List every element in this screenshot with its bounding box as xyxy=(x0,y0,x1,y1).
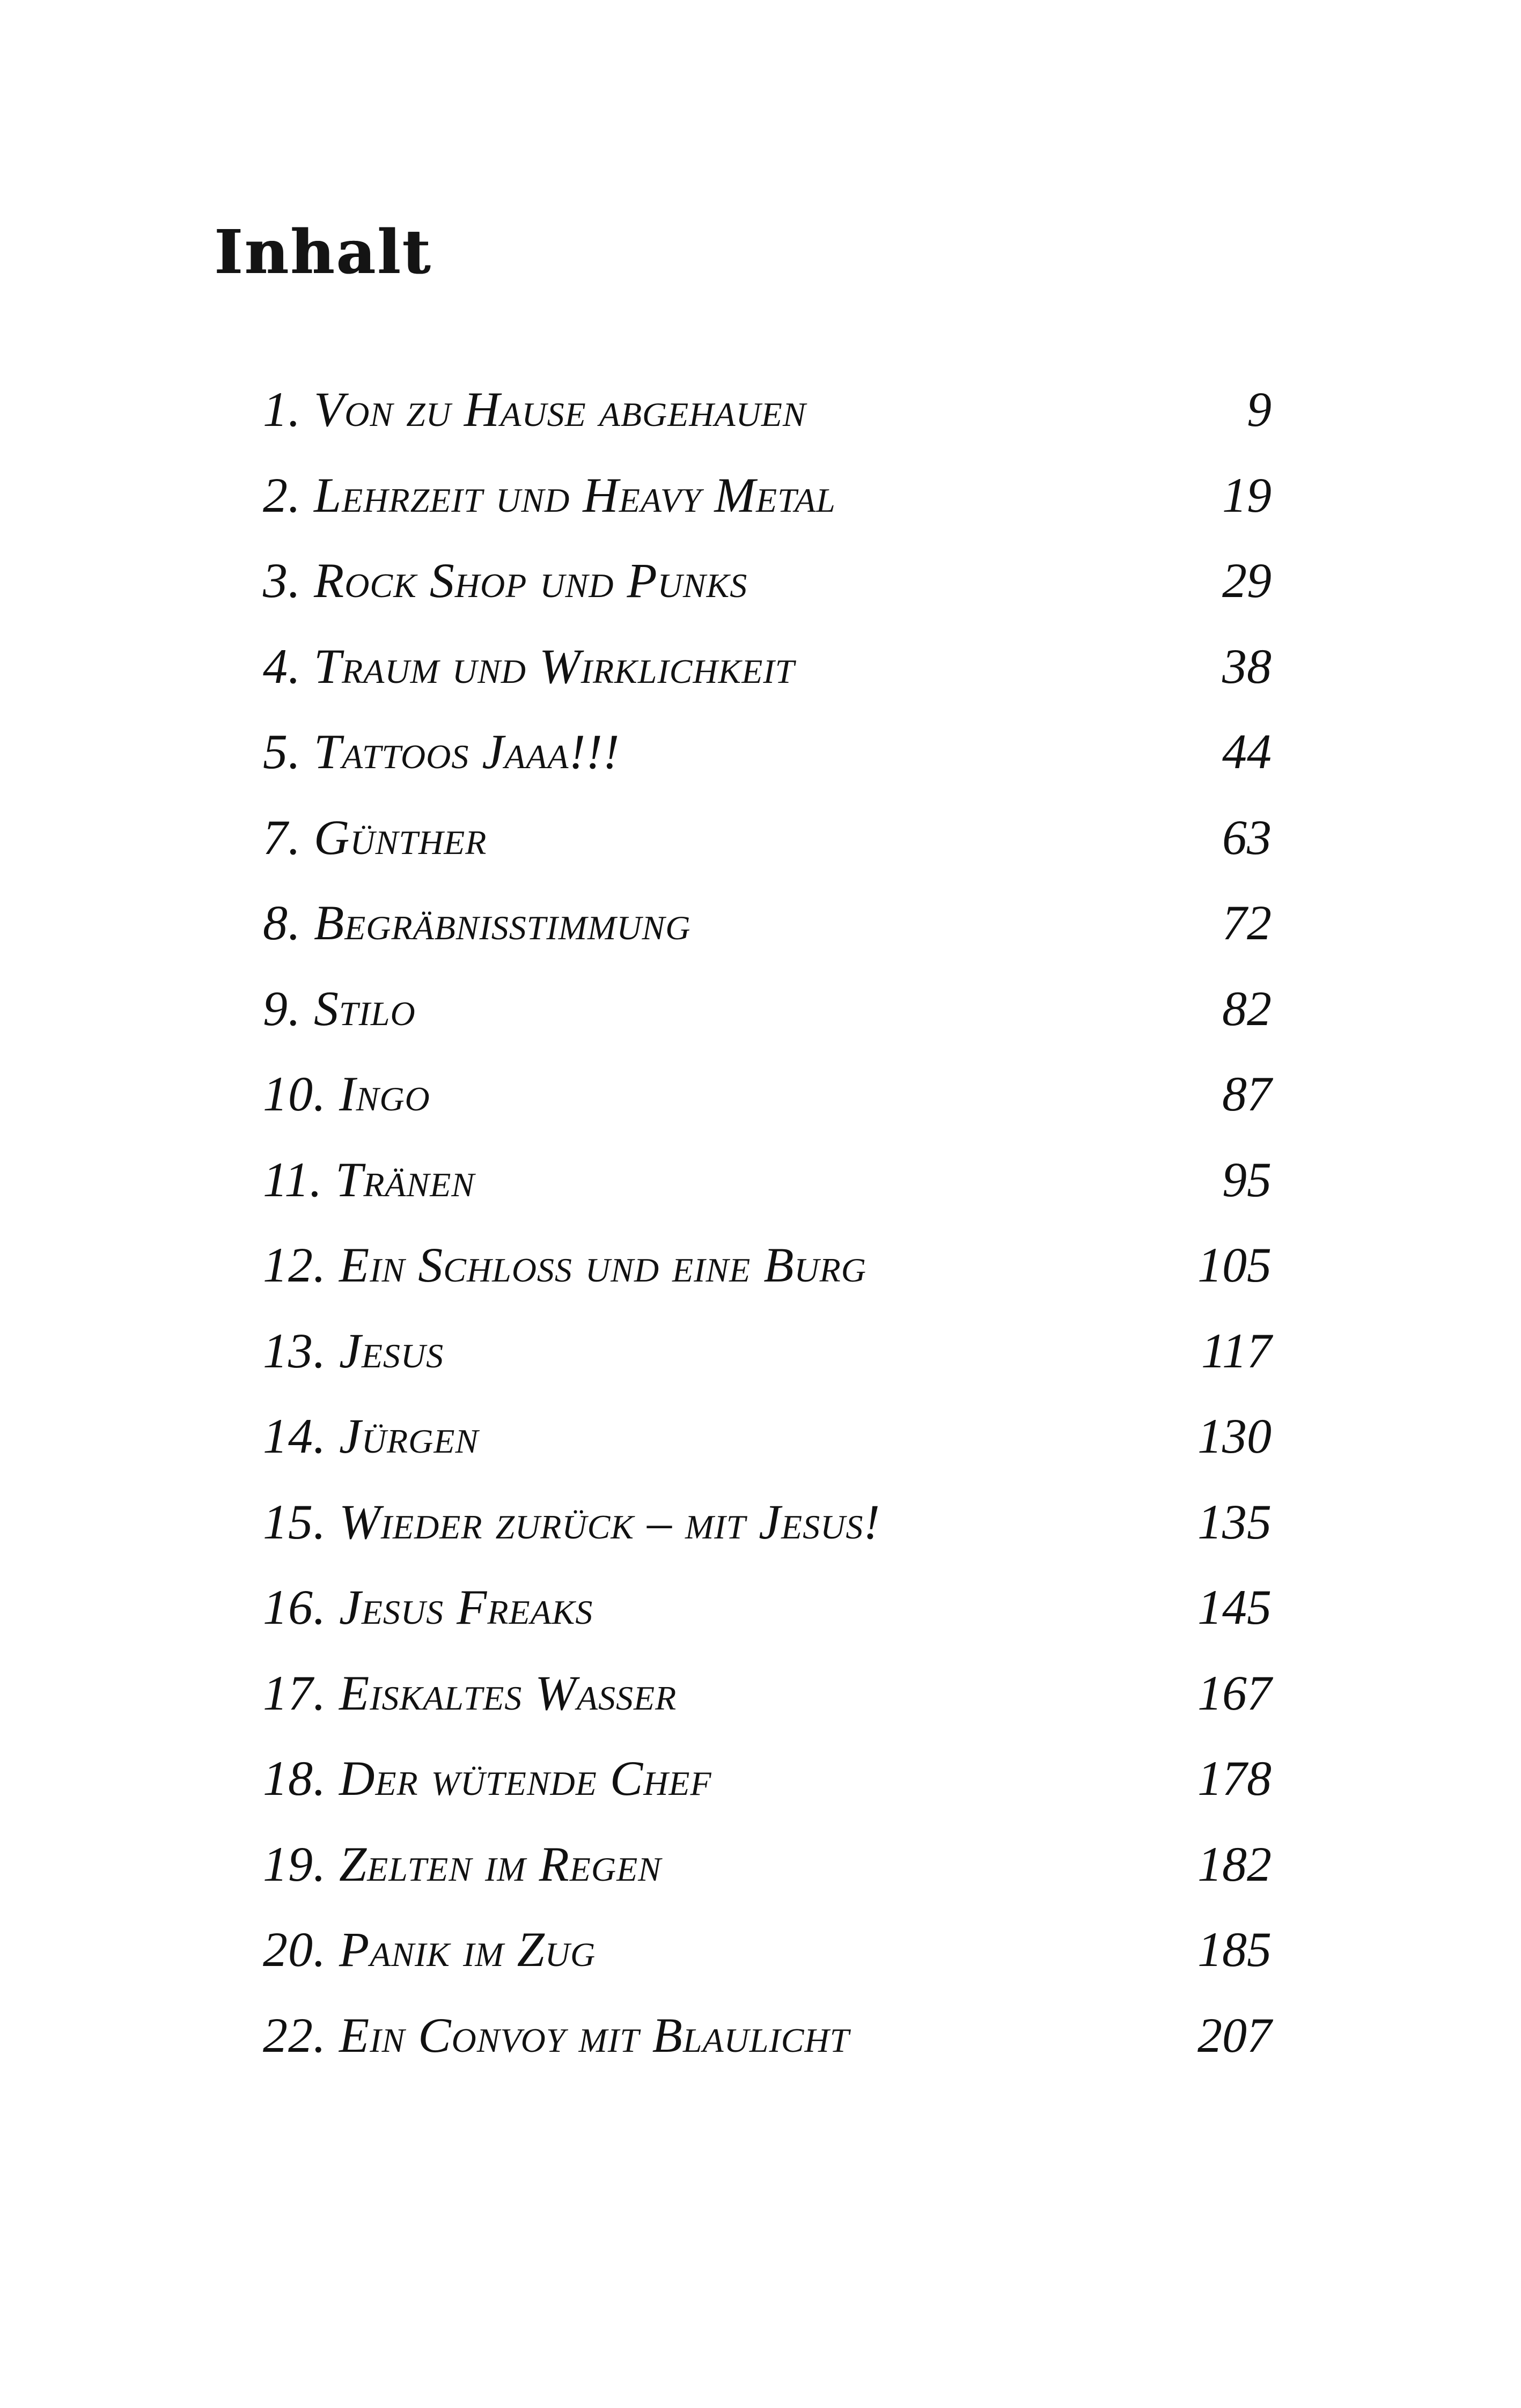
toc-entry-page: 44 xyxy=(1222,724,1272,779)
toc-entry xyxy=(263,1323,1272,1412)
toc-entry xyxy=(263,1751,1272,1839)
toc-entry-title: 2. Lehrzeit und Heavy Metal xyxy=(263,467,836,522)
toc-entry-page: 9 xyxy=(1247,382,1272,437)
toc-entry xyxy=(263,1494,1272,1583)
toc-entry-title: 14. Jürgen xyxy=(263,1409,479,1463)
toc-entry-page: 19 xyxy=(1222,467,1272,522)
toc-entry-page: 95 xyxy=(1222,1152,1272,1207)
toc-entry-page: 207 xyxy=(1197,2007,1272,2063)
toc-entry-title: 18. Der wütende Chef xyxy=(263,1751,712,1806)
toc-entry xyxy=(263,1836,1272,1925)
toc-entry xyxy=(263,382,1272,470)
toc-entry xyxy=(263,553,1272,642)
toc-entry-page: 38 xyxy=(1222,638,1272,694)
toc-entry-title: 4. Traum und Wirklichkeit xyxy=(263,638,795,694)
toc-list xyxy=(263,382,1272,2096)
toc-entry-title: 19. Zelten im Regen xyxy=(263,1836,662,1891)
toc-entry-page: 167 xyxy=(1197,1665,1272,1720)
toc-entry-title: 8. Begräbnisstimmung xyxy=(263,895,691,950)
toc-entry-title: 16. Jesus Freaks xyxy=(263,1580,593,1634)
toc-entry-title: 17. Eiskaltes Wasser xyxy=(263,1665,677,1720)
toc-entry-page: 185 xyxy=(1197,1922,1272,1977)
toc-entry-page: 145 xyxy=(1197,1580,1272,1634)
toc-entry-title: 11. Tränen xyxy=(263,1152,475,1207)
toc-entry-title: 20. Panik im Zug xyxy=(263,1922,596,1977)
toc-entry-title: 10. Ingo xyxy=(263,1066,430,1121)
toc-entry-page: 105 xyxy=(1197,1238,1272,1292)
toc-entry-title: 22. Ein Convoy mit Blaulicht xyxy=(263,2007,850,2063)
toc-entry xyxy=(263,1240,1272,1326)
toc-entry-page: 117 xyxy=(1201,1323,1272,1378)
toc-entry xyxy=(263,1066,1272,1155)
toc-entry-title: 9. Stilo xyxy=(263,981,416,1036)
toc-entry xyxy=(263,1411,1272,1497)
toc-entry-page: 182 xyxy=(1197,1836,1272,1891)
toc-entry xyxy=(263,895,1272,984)
toc-entry-title: 1. Von zu Hause abgehauen xyxy=(263,382,806,437)
toc-entry xyxy=(263,1922,1272,2011)
toc-entry xyxy=(263,1582,1272,1668)
toc-entry-page: 87 xyxy=(1222,1066,1272,1121)
toc-entry-title: 5. Tattoos Jaaa!!! xyxy=(263,724,620,779)
toc-entry-page: 178 xyxy=(1197,1751,1272,1806)
toc-entry-page: 63 xyxy=(1222,809,1272,865)
toc-entry xyxy=(263,2007,1272,2096)
toc-entry xyxy=(263,638,1272,727)
toc-entry-page: 72 xyxy=(1222,895,1272,950)
toc-entry xyxy=(263,724,1272,813)
toc-entry-title: 7. Günther xyxy=(263,809,487,865)
toc-entry-page: 82 xyxy=(1222,981,1272,1036)
toc-entry xyxy=(263,1152,1272,1241)
toc-entry-title: 3. Rock Shop und Punks xyxy=(263,553,748,608)
toc-entry-title: 12. Ein Schloss und eine Burg xyxy=(263,1238,866,1292)
toc-entry xyxy=(263,809,1272,899)
toc-entry xyxy=(263,467,1272,556)
toc-heading: Inhalt xyxy=(215,217,433,288)
toc-entry-title: 13. Jesus xyxy=(263,1323,444,1378)
toc-entry-page: 135 xyxy=(1197,1494,1272,1549)
toc-entry xyxy=(263,1665,1272,1754)
toc-entry-title: 15. Wieder zurück – mit Jesus! xyxy=(263,1494,880,1549)
toc-entry-page: 130 xyxy=(1197,1409,1272,1463)
toc-entry-page: 29 xyxy=(1222,553,1272,608)
toc-entry xyxy=(263,981,1272,1070)
